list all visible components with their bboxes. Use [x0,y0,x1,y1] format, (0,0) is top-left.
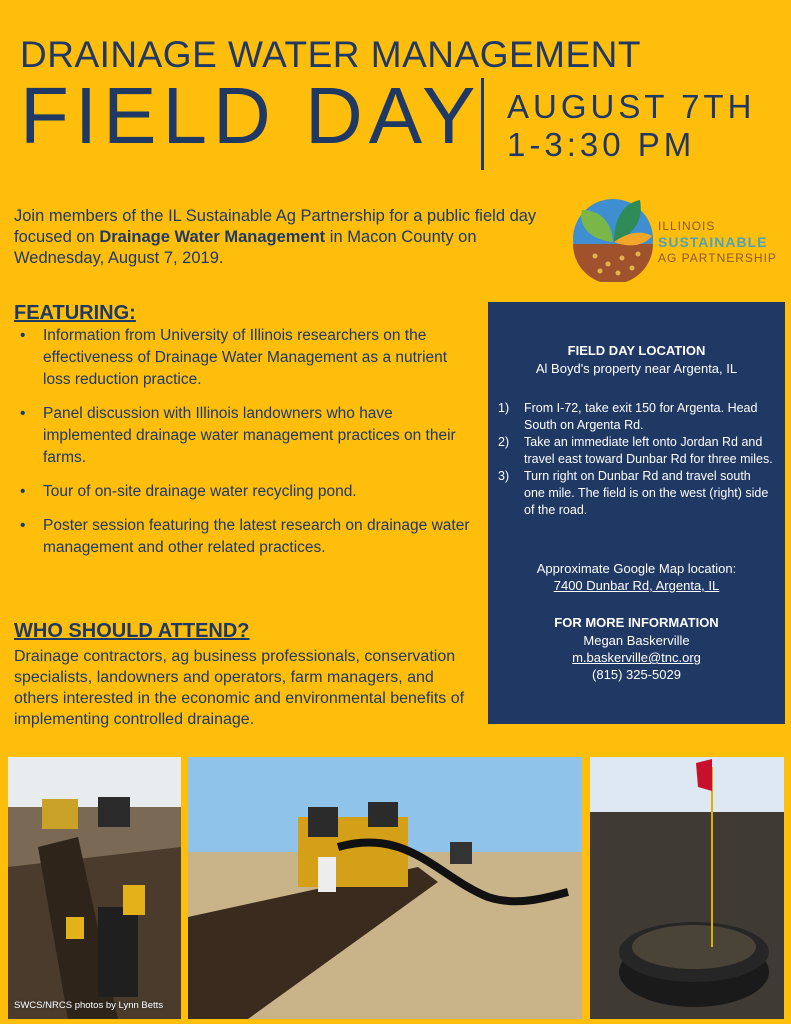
list-item [14,481,474,503]
list-item [498,434,773,468]
list-item [498,468,773,519]
contact-name: Megan Baskerville [583,633,690,648]
directions-list [498,400,773,519]
title-top: DRAINAGE WATER MANAGEMENT [20,34,641,75]
location-title: FIELD DAY LOCATION [567,343,706,358]
logo-text [658,218,777,266]
bullet-icon: • [20,327,26,344]
step-number: 3) [498,469,510,483]
bullet-icon: • [20,483,26,500]
bullet-icon: • [20,405,26,422]
leaf-soil-icon [570,196,656,282]
photo-riser-flag [590,757,784,1019]
list-item [14,325,474,391]
intro-after: in Macon County on Wednesday, August 7, 2019. [14,228,477,267]
intro-bold: Drainage Water Management [99,228,326,246]
title-main: FIELD DAY [20,71,482,160]
logo-line-2: SUSTAINABLE [658,234,768,250]
featuring-heading: FEATURING: [14,302,136,324]
intro-before: Join members of the IL Sustainable Ag Partnership for a public field day focused on [14,207,537,246]
event-time: 1-3:30 PM [507,126,696,163]
title-divider [481,78,484,170]
event-date: AUGUST 7TH [507,88,756,125]
photo-trench-installation [8,757,181,1019]
contact-phone: (815) 325-5029 [592,667,681,682]
location-subtitle: Al Boyd's property near Argenta, IL [535,361,738,376]
contact-email-link[interactable]: m.baskerville@tnc.org [572,650,701,665]
list-item [14,515,474,559]
list-item [14,403,474,469]
featuring-item-text: Poster session featuring the latest research on drainage water management and other related practices. [43,517,470,556]
location-info-box [488,302,785,724]
featuring-item-text: Tour of on-site drainage water recycling pond. [43,483,357,500]
featuring-list [14,325,474,571]
intro-text [14,206,559,269]
logo-line-3: AG PARTNERSHIP [658,251,777,265]
step-number: 2) [498,435,510,449]
more-info-title: FOR MORE INFORMATION [554,615,719,630]
map-link[interactable]: 7400 Dunbar Rd, Argenta, IL [553,578,720,593]
featuring-item-text: Information from University of Illinois researchers on the effectiveness of Drainage Water Management as a nutrient loss reduction practice. [43,327,448,388]
bullet-icon: • [20,517,26,534]
step-text: Take an immediate left onto Jordan Rd and travel east toward Dunbar Rd for three miles. [524,435,773,466]
step-text: Turn right on Dunbar Rd and travel south one mile. The field is on the west (right) side of the road. [524,469,769,517]
partnership-logo [570,196,780,282]
step-text: From I-72, take exit 150 for Argenta. Head South on Argenta Rd. [524,401,758,432]
map-label: Approximate Google Map location: [536,561,737,576]
photo-trencher [188,757,582,1019]
who-body: Drainage contractors, ag business professionals, conservation specialists, landowners and operators, farm managers, and others interested in the economic and environmental benefits of implementing controlled drainage. [14,648,465,728]
step-number: 1) [498,401,510,415]
list-item [498,400,773,434]
logo-line-1: ILLINOIS [658,219,716,233]
featuring-item-text: Panel discussion with Illinois landowners who have implemented drainage water management practices on their farms. [43,405,456,466]
photo-credit: SWCS/NRCS photos by Lynn Betts [14,1000,164,1011]
who-heading: WHO SHOULD ATTEND? [14,620,250,642]
